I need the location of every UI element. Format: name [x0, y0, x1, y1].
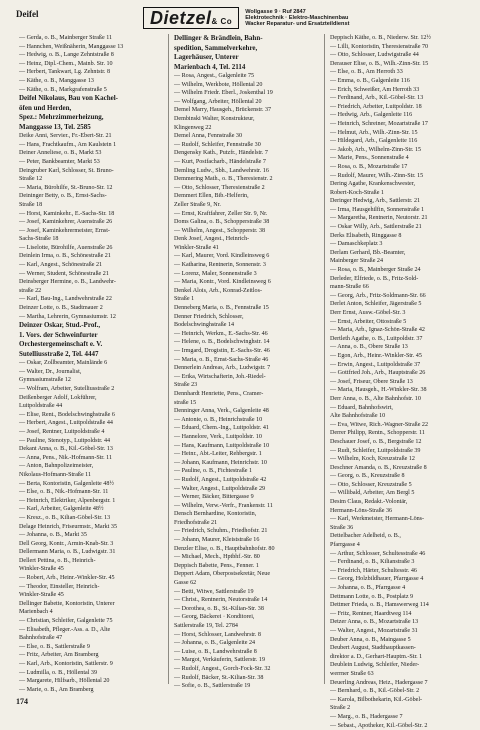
directory-entry: Straße 18 [19, 201, 165, 210]
directory-entry: — Marg., o. B., Hadergasse 7 [330, 713, 476, 722]
ad-text [245, 9, 349, 28]
company-logo: Dietzel& Co [143, 7, 239, 29]
directory-entry: Denner Friedrich, Schlosser, [174, 313, 320, 322]
directory-entry: — Hannchen, Weißnäherin, Manggasse 13 [19, 43, 165, 52]
directory-entry: — Sebast., Apotheker, Kil.-Göbel-Str. 2 [330, 722, 476, 730]
directory-entry: straße 22 [19, 287, 165, 296]
directory-entry: — Rudolf, Schleifer, Fennstraße 30 [174, 141, 320, 150]
directory-entry: — Wilhelm, Werkbote, Höllental 20 [174, 81, 320, 90]
directory-entry: — Karl, Maurer, Vord. Kindleinsweg 6 [174, 252, 320, 261]
directory-entry: straße 15 [174, 399, 320, 408]
directory-entry: Pfarrgasse 4 [330, 541, 476, 550]
directory-entry: Gymnasiumstraße 12 [19, 376, 165, 385]
directory-entry: direktor a. D., Gerhart-Hauptm.-Str. 1 [330, 653, 476, 662]
column-divider [168, 34, 169, 684]
directory-entry: Bodelschwinghstraße 14 [174, 321, 320, 330]
directory-entry: — Else, o. B., Sattlerstraße 9 [19, 643, 165, 652]
directory-entry: — Werner, Student, Schönestraße 21 [19, 270, 165, 279]
directory-entry: Derlet Anton, Schleifer, Jägerstraße 5 [330, 300, 476, 309]
directory-entry: Marienbach 4 [19, 608, 165, 617]
directory-entry: Deubert August, Stadthauptkassen- [330, 644, 476, 653]
directory-entry: — Anna, Pens., Nik.-Hofmann-Str. 11 [19, 454, 165, 463]
directory-entry: Demmert Ellen, Bib.-Helferin, [174, 192, 320, 201]
directory-entry: Derlam Gerhard, Bb.-Beamter, [330, 249, 476, 258]
directory-entry: — Karl, Arb., Kontoristin, Sattlerstr. 9 [19, 660, 165, 669]
directory-entry: Denninger Anna, Verk., Galgenleite 48 [174, 407, 320, 416]
directory-entry: — Jakob, Arb., Wilhelm-Zinn-Str. 15 [330, 146, 476, 155]
column-2 [174, 34, 320, 691]
directory-entry: — Ludmilla, o. B., Höllental 39 [19, 669, 165, 678]
directory-entry: Nikolaus-Hofmann-Straße 11 [19, 471, 165, 480]
directory-entry: — Emma, o. B., Galgenleite 116 [330, 77, 476, 86]
column-3 [330, 34, 476, 730]
directory-entry: Dengensky Kath., Putzfr., Händelstr. 7 [174, 149, 320, 158]
directory-entry: mann-Straße 66 [330, 283, 476, 292]
directory-entry: Dettmer Frieda, o. B., Hamswerweg 114 [330, 601, 476, 610]
directory-entry: Hermann-Löns-Straße 36 [330, 507, 476, 516]
directory-entry: — Gottfried Joh., Arb., Hauptstraße 26 [330, 369, 476, 378]
directory-entry: — Rudolf, Bäcker, St.-Kilian-Str. 38 [174, 674, 320, 683]
directory-entry: — Helene, o. B., Bodelschwinghstr. 14 [174, 338, 320, 347]
directory-entry: Deschauer Josef, o. B., Bergstraße 12 [330, 438, 476, 447]
directory-entry: Derks Elisabeth, Ringgasse 8 [330, 232, 476, 241]
directory-entry: — Ferdinand, Arb., Kil.-Göbel-Str. 13 [330, 94, 476, 103]
directory-entry: — Heinrich, Elektriker, Alpenbergstr. 1 [19, 497, 165, 506]
directory-entry: — Michael, Mech., Hptbhf.-Str. 80 [174, 553, 320, 562]
directory-entry: — Hedwig, Arb., Galgenleite 116 [330, 111, 476, 120]
directory-entry: — Marie, o. B., Am Bramberg [19, 686, 165, 695]
directory-entry: Deingruber Karl, Schlosser, St. Bruno- [19, 167, 165, 176]
ad-line: Wacker Reparatur- und Ersatzteildienst [245, 21, 349, 27]
directory-entry: — Pauline, Stenotyp., Luitpoldstr. 44 [19, 437, 165, 446]
directory-entry: Winkler-Straße 45 [19, 591, 165, 600]
directory-entry: — Herbert, Angest., Luitpoldstraße 44 [19, 419, 165, 428]
directory-entry: Dell Georg, Kontr., Armin-Knab-Str. 3 [19, 540, 165, 549]
directory-entry: Luitpoldstraße 44 [19, 402, 165, 411]
directory-entry: — Martha, Lehrerin, Gymnasiumstr. 12 [19, 313, 165, 322]
directory-entry: — Hedwig, o. B., Lange Zehntstraße 8 [19, 51, 165, 60]
directory-entry: Deiner Anneliese, o. B., Markt 53 [19, 149, 165, 158]
directory-entry: Gasse 62 [174, 579, 320, 588]
directory-entry: — Betti, Witwe, Sattlerstraße 19 [174, 588, 320, 597]
column-1 [19, 34, 165, 694]
directory-entry: Dellermann Maria, o. B., Ludwigstr. 31 [19, 548, 165, 557]
directory-entry: Straße 1 [174, 295, 320, 304]
directory-entry: — Karl, Werkmeister, Hermann-Löns- [330, 515, 476, 524]
directory-entry: Derrer Philipp, Rentn., Schopperstr. 11 [330, 429, 476, 438]
directory-entry: — Theodor, Einsteller, Heinrich- [19, 583, 165, 592]
directory-entry: — Peter, Bankbeamter, Markt 53 [19, 158, 165, 167]
directory-entry: — Hans, Kaufmann, Luitpoldstraße 10 [174, 442, 320, 451]
directory-entry: Deschner Amanda, o. B., Kreuzstraße 8 [330, 464, 476, 473]
directory-entry: — Fritz, Arbeiter, Am Bramberg [19, 651, 165, 660]
directory-entry: — Josef, Rentner, Luitpoldstraße 4 [19, 428, 165, 437]
directory-entry: Demel Marry, Hausgeh., Brückenstr. 37 [174, 106, 320, 115]
directory-entry: Mainberger Straße 24 [330, 257, 476, 266]
directory-entry: — Wolfgang, Arbeiter, Höllental 20 [174, 98, 320, 107]
directory-entry: — Katharina, Rentnerin, Sonnenstr. 3 [174, 261, 320, 270]
directory-entry: Friedhofstraße 21 [174, 519, 320, 528]
directory-entry: — Otto, Schlosser, Kreuzstraße 5 [330, 481, 476, 490]
directory-entry: — Josef, Kaminkehrer, Auenstraße 26 [19, 218, 165, 227]
directory-entry: Demling Ludw., Sbh., Landwehrstr. 16 [174, 167, 320, 176]
directory-entry: Deinlein Irma, o. B., Schönestraße 21 [19, 252, 165, 261]
directory-entry: — Otto, Schlosser, Ludwigstraße 44 [330, 51, 476, 60]
directory-entry: — Friedrich, Härter, Schultesstr. 46 [330, 567, 476, 576]
directory-entry: — Rosa, o. B., Mainberger Straße 24 [330, 266, 476, 275]
directory-entry: Orchestergemeinschaft e. V. [19, 340, 165, 350]
directory-entry: Derauser Elise, o. B., Wilh.-Zinn-Str. 15 [330, 60, 476, 69]
directory-entry: — Ernst, Arbeiter, Ottostraße 5 [330, 318, 476, 327]
directory-entry: Deppisch Käthe, o. B., Niederw. Str. 12½ [330, 34, 476, 43]
directory-entry: — Kresz., o. B., Kilian-Göbel-Str. 13 [19, 514, 165, 523]
directory-entry: — Gerda, o. B., Mainberger Straße 11 [19, 34, 165, 43]
directory-entry: Dellinger Babette, Kontoristin, Unterer [19, 600, 165, 609]
directory-entry: Alte Bahnhofstraße 10 [330, 412, 476, 421]
directory-entry: — Wilhelm, Verw.-Verfr., Frankenstr. 11 [174, 502, 320, 511]
directory-entry: — Herbert, Tankwart, Lg. Zehntstr. 8 [19, 68, 165, 77]
directory-entry: werrner Straße 63 [330, 670, 476, 679]
directory-entry: — Ernst, Kraftfahrer, Zeller Str. 9, Nr. [174, 210, 320, 219]
directory-entry: — Wolfram, Arbeiter, Sutelliusstraße 2 [19, 385, 165, 394]
directory-entry: — Maria, o. B., Ernst-Sachs-Straße 46 [174, 356, 320, 365]
directory-entry: — Georg, Holzbildhauer, Pfarrgasse 4 [330, 575, 476, 584]
directory-entry: Denk Josef, Angest., Heinrich- [174, 235, 320, 244]
directory-entry: — Wilhelm Friedr. Eberl., Joskenthal 19 [174, 89, 320, 98]
directory-entry: Derleder, Elfriede, o. B., Fritz-Sold- [330, 275, 476, 284]
directory-entry: — Maria, Bürohilfe, St.-Bruno-Str. 12 [19, 184, 165, 193]
directory-entry: — Hans, Frachtkaufm., Am Kaulstein 1 [19, 141, 165, 150]
directory-entry: Straße 12 [19, 175, 165, 184]
directory-entry: — Horst, Kaminkehr., E.-Sachs-Str. 18 [19, 210, 165, 219]
advertisement-banner [143, 6, 461, 30]
directory-entry: — Oskar Willy, Arb., Sattlerstraße 21 [330, 223, 476, 232]
directory-entry: Deinzer Oskar, Stud.-Prof., [19, 321, 165, 331]
directory-entry: Dellinger & Brändlein, Bahn- [174, 34, 320, 44]
page-number: 174 [16, 697, 28, 706]
directory-entry: — Rudolf, Angest., Gorch-Fock-Str. 32 [174, 665, 320, 674]
directory-entry: — Käthe, o. B., Markgrafenstraße 5 [19, 86, 165, 95]
directory-entry: — Werner, Bäcker, Bittergasse 9 [174, 493, 320, 502]
directory-entry: — Bernhard, o. B., Kil.-Göbel-Str. 2 [330, 687, 476, 696]
directory-entry: — Rosa, o. B., Mozartstraße 17 [330, 163, 476, 172]
directory-entry: — Josef, Friseur, Obere Straße 13 [330, 378, 476, 387]
directory-entry: — Eva, Witwe, Rich.-Wagner-Straße 22 [330, 421, 476, 430]
directory-entry: Straße 36 [330, 524, 476, 533]
directory-entry: — Georg, o. B., Kreuzstraße 8 [330, 472, 476, 481]
directory-entry: Winkler-Straße 41 [174, 244, 320, 253]
directory-entry: Klingenweg 22 [174, 124, 320, 133]
directory-entry: — Erwin, Angest., Luitpoldstraße 37 [330, 361, 476, 370]
directory-entry: Dembinski Walter, Konstrukteur, [174, 115, 320, 124]
directory-entry: Demmering Math., o. B., Theresienstr. 2 [174, 175, 320, 184]
directory-entry: — Ferdinand, o. B., Kilianstraße 3 [330, 558, 476, 567]
directory-entry: Sattlerstraße 19, Tel. 2784 [174, 622, 320, 631]
directory-entry: Denkel Alois, Arb., Konrad-Zeitlos- [174, 287, 320, 296]
directory-entry: Denzler Elise, o. B., Hauptbahnhofstr. 80 [174, 545, 320, 554]
column-divider [324, 34, 325, 684]
directory-entry: — Heinr., Abt.-Leiter, Rehbergstr. 1 [174, 450, 320, 459]
directory-entry: Deuerling Andreas, Heiz., Hadergasse 7 [330, 679, 476, 688]
directory-entry: — Elise, Rent., Bodelschwinghstraße 6 [19, 411, 165, 420]
directory-entry: — Antonie, o. B., Heinrichstraße 10 [174, 416, 320, 425]
ad-line: Elektrotechnik · Elektro-Maschinenbau [245, 15, 349, 21]
directory-entry: Straße 23 [174, 381, 320, 390]
directory-entry: Dering Agathe, Krankenschwester, [330, 180, 476, 189]
directory-entry: — Eduard, Bahnhofswirt, [330, 404, 476, 413]
directory-entry: Spez.: Mehrzimmerheizung, [19, 113, 165, 123]
directory-entry: — Eduard, Chem.-Ing., Luitpoldstr. 41 [174, 424, 320, 433]
directory-entry: — Wilhelm, Koch, Kreuzstraße 12 [330, 455, 476, 464]
directory-entry: Manggasse 13, Tel. 2585 [19, 123, 165, 133]
directory-entry: — Georg, Bäckerei · Konditorei, [174, 613, 320, 622]
directory-entry: — Heinrich, Werkm., E.-Sachs-Str. 46 [174, 330, 320, 339]
directory-entry: — Johann, Kaufmann, Heinrichstr. 10 [174, 459, 320, 468]
directory-entry: — Anna, o. B., Obere Straße 13 [330, 343, 476, 352]
directory-entry: — Pauline, o. B., Fichtestraße 1 [174, 467, 320, 476]
directory-entry: — Margot, Verkäuferin, Sattlerstr. 19 [174, 656, 320, 665]
directory-entry: Demel Anna, Fennstraße 30 [174, 132, 320, 141]
directory-entry: Deinsberger Hermine, o. B., Landwehr- [19, 278, 165, 287]
directory-entry: — Maria, Kontr., Vord. Kindleinsweg 6 [174, 278, 320, 287]
directory-entry: — Arthur, Schlosser, Schultesstraße 46 [330, 550, 476, 559]
directory-entry: Bahnhofstraße 47 [19, 634, 165, 643]
directory-entry: — Kurt, Postfacharb., Händelstraße 7 [174, 158, 320, 167]
directory-entry: — Karola, Bilbothekarin, Kil.-Göbel- [330, 696, 476, 705]
directory-entry: Deringer Hedwig, Arb., Sattlerstr. 21 [330, 197, 476, 206]
directory-entry: 1. Vors. der Schweinfurter [19, 331, 165, 341]
directory-entry: Desim Claus, Redakt.-Volontär, [330, 498, 476, 507]
directory-entry: Dekant Anna, o. B., Kil.-Göbel-Str. 13 [19, 445, 165, 454]
directory-entry: — Erika, Wirtschafterin, Joh.-Riedel- [174, 373, 320, 382]
directory-entry: Deißenberger Adolf, Lokführer, [19, 394, 165, 403]
directory-entry: Deppisch Babette, Pens., Fenner. 1 [174, 562, 320, 571]
directory-entry: Sachs-Straße 18 [19, 235, 165, 244]
directory-entry: — Walter, Dr., Journalist, [19, 368, 165, 377]
directory-entry: — Otto, Schlosser, Theresienstraße 2 [174, 184, 320, 193]
directory-entry: Zeller Straße 9, Nr. [174, 201, 320, 210]
directory-entry: — Damaschkeplatz 3 [330, 240, 476, 249]
directory-entry: Deinzer Lotte, o. B., Stadtmauer 2 [19, 304, 165, 313]
directory-entry: — Lilli, Kontoristin, Theresienstraße 70 [330, 43, 476, 52]
directory-entry: — Elisabeth, Pfleger.-Ass. a. D., Alte [19, 626, 165, 635]
directory-entry: — Walter, Angest., Luitpoldstraße 29 [174, 485, 320, 494]
directory-entry: Deike Anni, Servier., Fr.-Ebert-Str. 21 [19, 132, 165, 141]
directory-entry: — Walter, Angest., Mozartstraße 31 [330, 627, 476, 636]
directory-entry: — Margaretha, Rentnerin, Neutorstr. 21 [330, 214, 476, 223]
directory-entry: — Horst, Schlosser, Landwehrstr. 8 [174, 631, 320, 640]
directory-entry: Deifel Nikolaus, Bau von Kachel- [19, 94, 165, 104]
directory-entry: — Rosa, Angest., Galgenleite 75 [174, 72, 320, 81]
directory-entry: Denneberg Maria, o. B., Fennstraße 15 [174, 304, 320, 313]
directory-entry: — Hannelore, Verk., Luitpoldstr. 10 [174, 433, 320, 442]
directory-entry: Dettelbacher Adelheid, o. B., [330, 532, 476, 541]
directory-entry: — Oskar, Zollbeamter, Mainlände 6 [19, 359, 165, 368]
directory-entry: Deppert Adam, Oberpostsekretär, Neue [174, 570, 320, 579]
directory-entry: — Willibald, Arbeiter, Am Bergl 5 [330, 489, 476, 498]
directory-entry: — Rudolf, Maurer, Wilh.-Zinn-Str. 15 [330, 172, 476, 181]
directory-entry: — Erich, Schweißer, Am Herroth 33 [330, 86, 476, 95]
directory-entry: Delage Heinrich, Friseurmstr., Markt 35 [19, 523, 165, 532]
directory-entry: — Marie, Pens., Sonnenstraße 4 [330, 154, 476, 163]
directory-entry: spedition, Sammelverkehre, [174, 44, 320, 54]
directory-entry: — Else, o. B., Nik.-Hofmann-Str. 11 [19, 488, 165, 497]
directory-entry: Derr Anna, o. B., Alte Bahnhofstr. 10 [330, 395, 476, 404]
directory-entry: Deublein Ludwig, Schleifer, Nieder- [330, 661, 476, 670]
directory-entry: — Johann, Maurer, Kleiststraße 16 [174, 536, 320, 545]
directory-entry: — Friedrich, Arbeiter, Luitpoldstr. 18 [330, 103, 476, 112]
directory-entry: — Christian, Schleifer, Galgenleite 75 [19, 617, 165, 626]
directory-entry: — Käthe, o. B., Manggasse 13 [19, 77, 165, 86]
directory-entry: — Margarete, Hilfsarb., Höllental 20 [19, 677, 165, 686]
directory-entry: — Christ., Rentnerin, Neutorstraße 14 [174, 596, 320, 605]
directory-entry: — Else, o. B., Am Herroth 33 [330, 68, 476, 77]
directory-entry: — Liselotte, Bürohilfe, Auenstraße 26 [19, 244, 165, 253]
directory-entry: — Karl, Bau-Ing., Landwehrstraße 22 [19, 295, 165, 304]
directory-entry: Dennerlein Andreas, Arb., Ludwigstr. 7 [174, 364, 320, 373]
directory-entry: öfen und Herden, [19, 104, 165, 114]
ad-line: Wollgasse 9 · Ruf 2847 [245, 9, 349, 15]
section-header: Deifel [16, 9, 39, 19]
directory-entry: Doms Galina, o. B., Schopperstraße 38 [174, 218, 320, 227]
directory-entry: — Heinz, Dipl.-Chem., Mainb. Str. 10 [19, 60, 165, 69]
directory-entry: Dennhardt Henriette, Pens., Cramer- [174, 390, 320, 399]
directory-entry: — Wilhelm, Angest., Schopperstr. 38 [174, 227, 320, 236]
directory-entry: — Hildegard, Arb., Galgenleite 116 [330, 137, 476, 146]
directory-entry: — Rudi, Schleifer, Luitpoldstraße 39 [330, 447, 476, 456]
directory-entry: — Johanna, o. B., Pfarrgasse 4 [330, 584, 476, 593]
directory-entry: — Helmut, Arb., Wilh.-Zinn-Str. 15 [330, 129, 476, 138]
directory-entry: Dellert Pettina, o. B., Heinrich- [19, 557, 165, 566]
directory-entry: — Heinrich, Schreiner, Mozartstraße 17 [330, 120, 476, 129]
directory-entry: Deininger Betty, o. B., Ernst-Sachs- [19, 192, 165, 201]
directory-entry: — Egon, Arb., Heinr.-Winkler-Str. 45 [330, 352, 476, 361]
directory-entry: — Rudolf, Angest., Luitpoldstraße 42 [174, 476, 320, 485]
directory-entry: — Josef, Kaminkehrermeister, Ernst- [19, 227, 165, 236]
directory-entry: Sutelliusstraße 2, Tel. 4447 [19, 350, 165, 360]
directory-entry: — Johanna, o. B., Markt 35 [19, 531, 165, 540]
directory-entry: — Johanna, o. B., Galgenleite 24 [174, 639, 320, 648]
directory-entry: — Robert, Arb., Heinr.-Winkler-Str. 45 [19, 574, 165, 583]
directory-entry: Dettmann Lotte, o. B., Postplatz 9 [330, 593, 476, 602]
directory-entry: Straße 2 [330, 704, 476, 713]
directory-entry: — Irmgard, Drogistin, E.-Sachs-Str. 46 [174, 347, 320, 356]
directory-entry: — Friedrich, Schuhm., Friedhofstr. 21 [174, 527, 320, 536]
directory-entry: — Anton, Bahnpolizeimeister, [19, 462, 165, 471]
directory-entry: — Georg, Arb., Fritz-Soldmann-Str. 66 [330, 292, 476, 301]
directory-entry: — Luise, o. B., Landwehrstraße 8 [174, 648, 320, 657]
directory-entry: Detzer Anna, o. B., Mozartstraße 13 [330, 618, 476, 627]
directory-entry: — Lorenz, Maler, Sonnenstraße 3 [174, 270, 320, 279]
directory-entry: — Sofie, o. B., Sattlerstraße 19 [174, 682, 320, 691]
directory-entry: — Berta, Kontoristin, Galgenleite 48½ [19, 480, 165, 489]
directory-entry: — Fritz, Rentner, Haardtweg 114 [330, 610, 476, 619]
directory-entry: — Karl, Angest., Schönestraße 21 [19, 261, 165, 270]
directory-entry: Deuber Anna, o. B., Maingasse 5 [330, 636, 476, 645]
directory-entry: Winkler-Straße 45 [19, 565, 165, 574]
directory-entry: Marienbach 4, Tel. 2114 [174, 63, 320, 73]
directory-entry: — Irma, Hausgehilfin, Sonnenstraße 1 [330, 206, 476, 215]
directory-entry: Robert-Koch-Straße 1 [330, 189, 476, 198]
directory-entry: — Maria, Hausgeh., H.-Winkler-Str. 38 [330, 386, 476, 395]
directory-entry: — Maria, Arb., Ignaz-Schön-Straße 42 [330, 326, 476, 335]
directory-entry: Lagerhäuser, Unterer [174, 53, 320, 63]
directory-entry: Dertleth Agathe, o. B., Luitpoldstr. 37 [330, 335, 476, 344]
directory-entry: Derr Ernst, Ausw.-Göbel-Str. 3 [330, 309, 476, 318]
directory-entry: Densch Bernhardine, Kontoristin, [174, 510, 320, 519]
directory-entry: — Dorothea, o. B., St.-Kilian-Str. 38 [174, 605, 320, 614]
directory-entry: — Karl, Arbeiter, Galgenleite 48½ [19, 505, 165, 514]
